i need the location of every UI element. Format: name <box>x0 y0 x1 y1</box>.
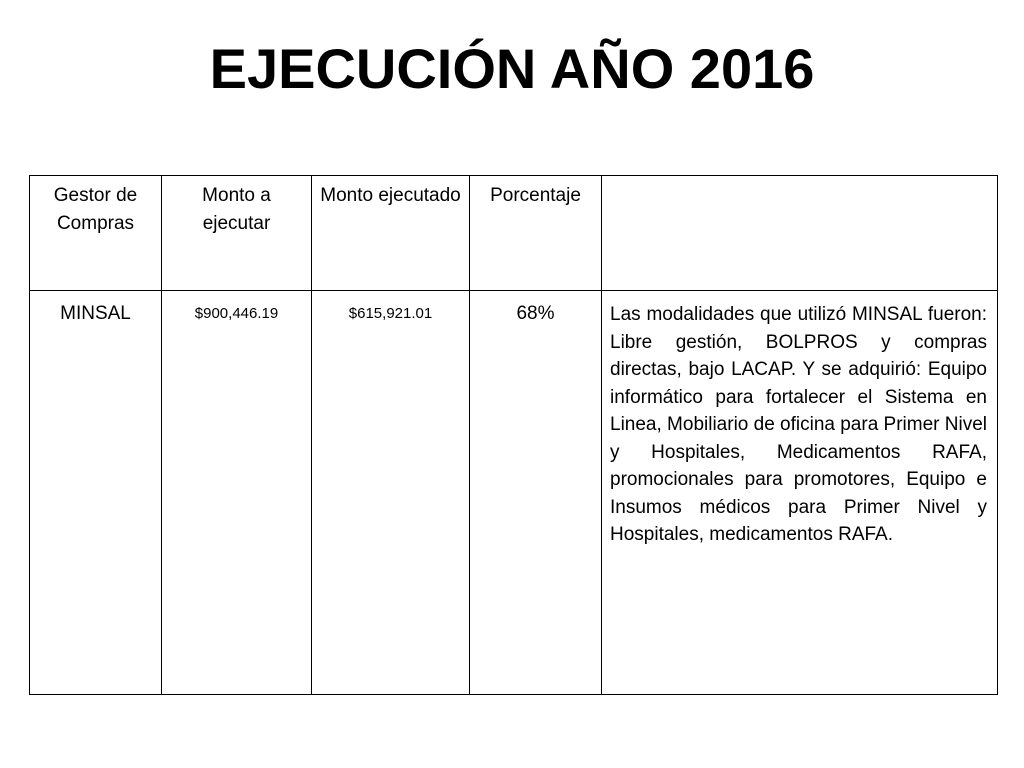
header-monto-a-ejecutar: Monto a ejecutar <box>162 176 312 291</box>
slide-title: EJECUCIÓN AÑO 2016 <box>209 37 815 100</box>
execution-table <box>29 175 998 695</box>
table-header-row <box>30 176 998 291</box>
cell-monto-ejecutado: $615,921.01 <box>312 291 470 695</box>
table-row <box>30 291 998 695</box>
header-porcentaje: Porcentaje <box>470 176 602 291</box>
header-descripcion <box>602 176 998 291</box>
header-gestor-de-compras: Gestor de Compras <box>30 176 162 291</box>
cell-gestor: MINSAL <box>30 291 162 695</box>
cell-porcentaje: 68% <box>470 291 602 695</box>
header-monto-ejecutado: Monto ejecutado <box>312 176 470 291</box>
cell-monto-a-ejecutar: $900,446.19 <box>162 291 312 695</box>
cell-descripcion: Las modalidades que utilizó MINSAL fueron: Libre gestión, BOLPROS y compras directas, bajo LACAP. Y se adquirió: Equipo informático para fortalecer el Sistema en Linea, Mobiliario de oficina para Primer Nivel y Hospitales, Medicamentos RAFA, promocionales para promotores, Equipo e Insumos médicos para Primer Nivel y Hospitales, medicamentos RAFA. <box>602 291 998 695</box>
